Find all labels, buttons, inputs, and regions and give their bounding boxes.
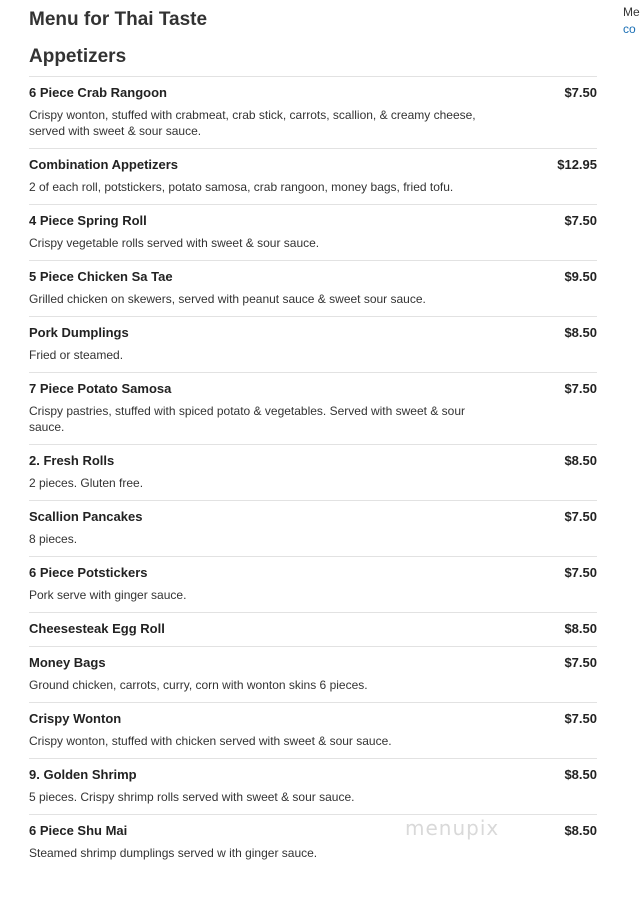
- item-price: $7.50: [564, 711, 597, 726]
- menu-item: [29, 612, 597, 646]
- menu-item: [29, 260, 597, 316]
- menu-item-list: [29, 76, 597, 870]
- menu-item: [29, 646, 597, 702]
- watermark-logo: menupix: [405, 816, 500, 840]
- sidebar-text-line1: Me: [623, 5, 640, 19]
- page-title: Menu for Thai Taste: [29, 9, 208, 30]
- item-price: $7.50: [564, 213, 597, 228]
- item-name: 5 Piece Chicken Sa Tae: [29, 269, 173, 284]
- menu-item: [29, 500, 597, 556]
- item-description: Steamed shrimp dumplings served w ith ginger sauce.: [29, 846, 318, 860]
- item-price: $8.50: [564, 453, 597, 468]
- menu-item: [29, 702, 597, 758]
- item-price: $7.50: [564, 509, 597, 524]
- item-price: $8.50: [564, 621, 597, 636]
- item-name: 2. Fresh Rolls: [29, 453, 115, 468]
- item-price: $9.50: [564, 269, 597, 284]
- item-price: $7.50: [564, 565, 597, 580]
- item-name: Combination Appetizers: [29, 157, 179, 172]
- menu-item: [29, 372, 597, 444]
- item-name: Money Bags: [29, 655, 106, 670]
- item-description: 2 pieces. Gluten free.: [29, 476, 144, 490]
- item-description: Fried or steamed.: [29, 348, 124, 362]
- item-price: $7.50: [564, 655, 597, 670]
- item-description: Grilled chicken on skewers, served with peanut sauce & sweet sour sauce.: [29, 292, 426, 306]
- item-name: Scallion Pancakes: [29, 509, 143, 524]
- item-name: 9. Golden Shrimp: [29, 767, 137, 782]
- item-name: Crispy Wonton: [29, 711, 122, 726]
- item-price: $8.50: [564, 325, 597, 340]
- menu-item: [29, 204, 597, 260]
- section-title: Appetizers: [29, 46, 127, 67]
- item-description: 2 of each roll, potstickers, potato samosa, crab rangoon, money bags, fried tofu.: [29, 180, 454, 194]
- item-name: 6 Piece Potstickers: [29, 565, 148, 580]
- item-description: Crispy pastries, stuffed with spiced potato & vegetables. Served with sweet & sour sauce.: [29, 404, 465, 434]
- sidebar-link-text[interactable]: co: [623, 22, 636, 36]
- item-description: Crispy wonton, stuffed with chicken served with sweet & sour sauce.: [29, 734, 392, 748]
- item-name: 7 Piece Potato Samosa: [29, 381, 172, 396]
- item-name: 6 Piece Crab Rangoon: [29, 85, 167, 100]
- menu-item: [29, 76, 597, 148]
- item-description: Pork serve with ginger sauce.: [29, 588, 187, 602]
- item-price: $8.50: [564, 767, 597, 782]
- menu-item: [29, 444, 597, 500]
- item-description: 8 pieces.: [29, 532, 78, 546]
- item-description: Ground chicken, carrots, curry, corn with wonton skins 6 pieces.: [29, 678, 368, 692]
- item-price: $8.50: [564, 823, 597, 838]
- menu-item: [29, 148, 597, 204]
- item-name: Pork Dumplings: [29, 325, 129, 340]
- menu-item: [29, 316, 597, 372]
- item-price: $7.50: [564, 85, 597, 100]
- menu-item: [29, 758, 597, 814]
- item-name: 6 Piece Shu Mai: [29, 823, 128, 838]
- item-description: Crispy vegetable rolls served with sweet & sour sauce.: [29, 236, 320, 250]
- item-price: $12.95: [557, 157, 597, 172]
- item-description: Crispy wonton, stuffed with crabmeat, crab stick, carrots, scallion, & creamy cheese, served with sweet & sour sauce.: [29, 108, 476, 138]
- item-price: $7.50: [564, 381, 597, 396]
- item-description: 5 pieces. Crispy shrimp rolls served with sweet & sour sauce.: [29, 790, 355, 804]
- menu-item: [29, 556, 597, 612]
- sidebar-link[interactable]: [623, 4, 640, 38]
- item-name: Cheesesteak Egg Roll: [29, 621, 165, 636]
- menu-item: [29, 814, 597, 870]
- item-name: 4 Piece Spring Roll: [29, 213, 147, 228]
